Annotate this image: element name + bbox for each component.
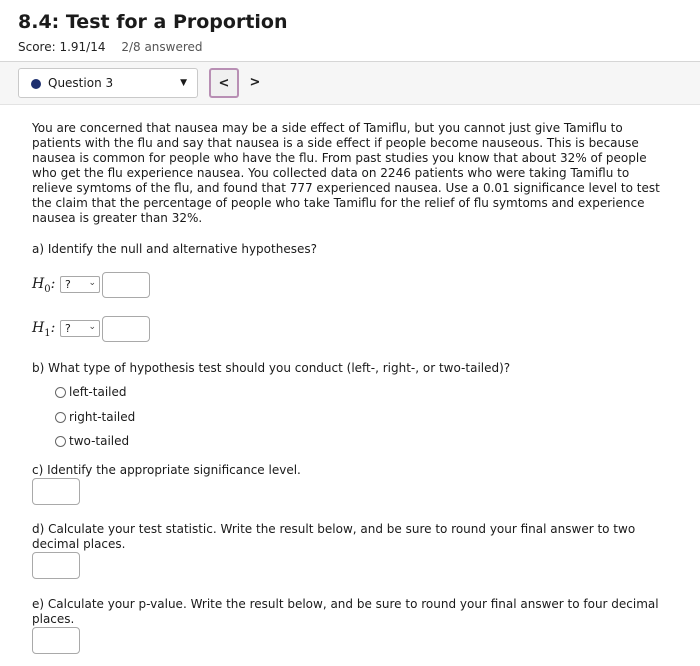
h0-value-input[interactable] [102,272,150,298]
h1-select[interactable] [60,320,100,337]
h0-select[interactable] [60,276,100,293]
status-dot-icon [31,79,41,89]
h1-select-value: ? [65,322,71,335]
score-row [18,40,203,54]
part-d-prompt: d) Calculate your test statistic. Write the result below, and be sure to round your final answer to two decimal places. [32,522,636,551]
question-select[interactable] [18,68,198,98]
radio-label: right-tailed [69,410,136,424]
radio-circle-icon [55,436,66,447]
question-select-label: Question 3 [48,76,114,90]
part-a-prompt: a) Identify the null and alternative hypotheses? [32,242,317,256]
radio-left-tailed[interactable] [55,385,127,399]
h1-value-input[interactable] [102,316,150,342]
page-title: 8.4: Test for a Proportion [18,11,288,33]
question-text: You are concerned that nausea may be a side effect of Tamiflu, but you cannot just give Tamiflu to patients with the flu and say that nausea is a side effect if people become nauseous. This is because nausea is common for people who have the flu. From past studies you know that about 32% of people who get the flu experience nausea. You collected data on 2246 patients who were taking Tamiflu to relieve symtoms of the flu, and found that 777 experienced nausea. Use a 0.01 significance level to test the claim that the percentage of people who take Tamiflu for the relief of flu symtoms and experience nausea is greater than 32%. [32,121,660,225]
h0-subscript: 0 [44,283,51,295]
part-c-prompt: c) Identify the appropriate significance level. [32,463,301,477]
dropdown-triangle-icon: ▼ [180,78,187,88]
alternative-hypothesis-label: $H_1$: [32,320,56,339]
radio-right-tailed[interactable] [55,410,135,424]
significance-level-input[interactable] [32,478,80,505]
h0-symbol: H [32,276,45,292]
chevron-down-icon: ⌄ [88,322,96,332]
answered-count: 2/8 answered [121,40,203,54]
score-text: Score: 1.91/14 [18,40,106,54]
chevron-down-icon: ⌄ [88,278,96,288]
p-value-input[interactable] [32,627,80,654]
previous-question-button[interactable]: < [209,68,239,98]
test-statistic-input[interactable] [32,552,80,579]
radio-two-tailed[interactable] [55,434,129,448]
null-hypothesis-label: $H_0$: [32,276,56,295]
part-e-prompt: e) Calculate your p-value. Write the result below, and be sure to round your final answer to four decimal places. [32,597,659,626]
next-question-button[interactable]: > [249,75,261,90]
radio-circle-icon [55,387,66,398]
radio-circle-icon [55,412,66,423]
radio-label: two-tailed [69,434,130,448]
radio-label: left-tailed [69,385,127,399]
h1-symbol: H [32,320,45,336]
part-b-prompt: b) What type of hypothesis test should you conduct (left-, right-, or two-tailed)? [32,361,511,375]
h0-select-value: ? [65,278,71,291]
h1-subscript: 1 [44,327,51,339]
